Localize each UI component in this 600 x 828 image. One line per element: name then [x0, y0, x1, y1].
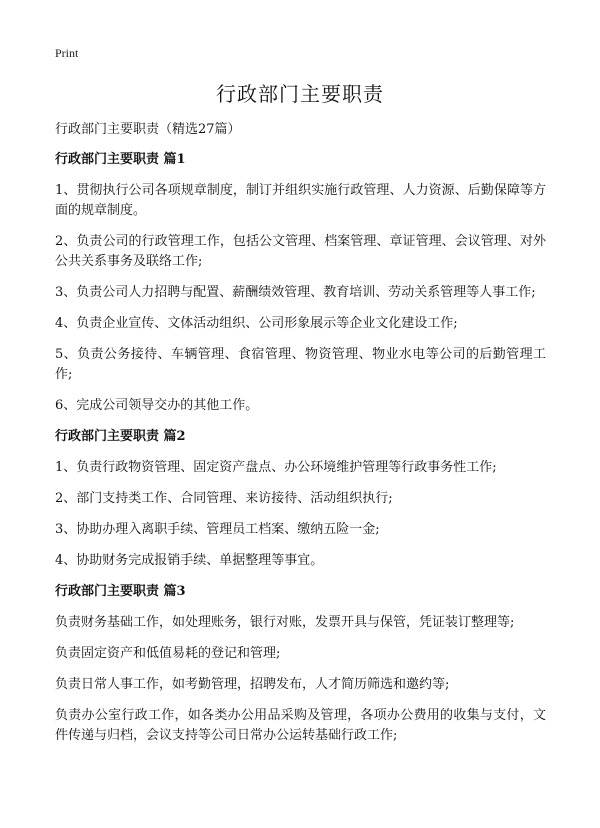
- list-item: 5、负责公务接待、车辆管理、食宿管理、物资管理、物业水电等公司的后勤管理工作;: [55, 347, 546, 382]
- list-item: 负责日常人事工作，如考勤管理，招聘发布，人才简历筛选和邀约等;: [55, 677, 450, 692]
- list-item: 2、负责公司的行政管理工作，包括公文管理、档案管理、章证管理、会议管理、对外公共关系事务及联络工作;: [55, 234, 546, 269]
- document-subtitle: 行政部门主要职责（精选27篇）: [55, 122, 241, 137]
- list-item: 4、协助财务完成报销手续、单据整理等事宜。: [55, 553, 324, 568]
- list-item: 3、协助办理入离职手续、管理员工档案、缴纳五险一金;: [55, 522, 380, 537]
- document-title: 行政部门主要职责: [216, 82, 384, 106]
- list-item: 负责固定资产和低值易耗的登记和管理;: [55, 646, 281, 661]
- document-content: [55, 120, 546, 757]
- section-2: [55, 427, 546, 571]
- section-heading: 行政部门主要职责 篇2: [55, 429, 186, 444]
- list-item: 6、完成公司领导交办的其他工作。: [55, 398, 259, 413]
- list-item: 2、部门支持类工作、合同管理、来访接待、活动组织执行;: [55, 491, 393, 506]
- list-item: 负责财务基础工作，如处理账务，银行对账，发票开具与保管，凭证装订整理等;: [55, 615, 515, 630]
- list-item: 负责办公室行政工作，如各类办公用品采购及管理，各项办公费用的收集与支付，文件传递与归档，会议支持等公司日常办公运转基础行政工作;: [55, 708, 546, 743]
- section-heading: 行政部门主要职责 篇1: [55, 152, 186, 167]
- section-heading: 行政部门主要职责 篇3: [55, 584, 186, 599]
- print-link[interactable]: Print: [55, 46, 79, 60]
- list-item: 3、负责公司人力招聘与配置、薪酬绩效管理、教育培训、劳动关系管理等人事工作;: [55, 285, 536, 300]
- list-item: 1、贯彻执行公司各项规章制度，制订并组织实施行政管理、人力资源、后勤保障等方面的规章制度。: [55, 183, 546, 218]
- section-1: [55, 150, 546, 416]
- section-3: [55, 582, 546, 746]
- list-item: 4、负责企业宣传、文体活动组织、公司形象展示等企业文化建设工作;: [55, 316, 458, 331]
- list-item: 1、负责行政物资管理、固定资产盘点、办公环境维护管理等行政事务性工作;: [55, 460, 497, 475]
